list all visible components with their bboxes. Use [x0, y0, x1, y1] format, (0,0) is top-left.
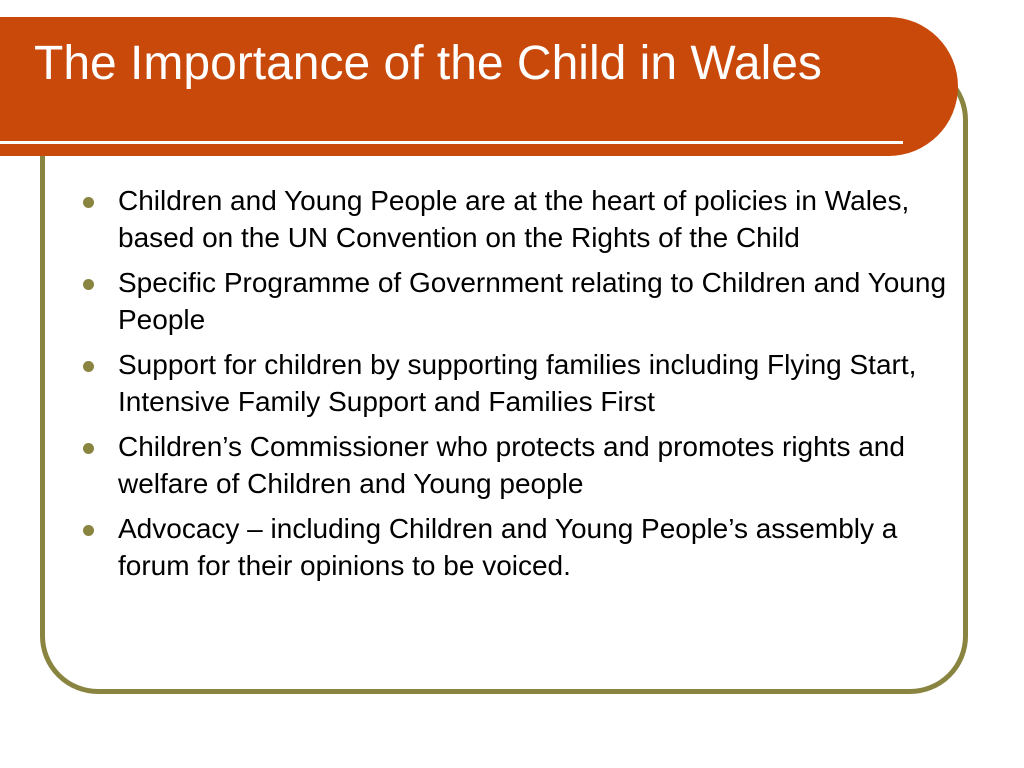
bullet-dot-icon	[83, 443, 94, 454]
title-band	[0, 17, 958, 156]
bullet-item	[80, 347, 960, 420]
bullet-list	[80, 183, 960, 593]
bullet-item	[80, 183, 960, 256]
bullet-item	[80, 429, 960, 502]
bullet-dot-icon	[83, 361, 94, 372]
bullet-dot-icon	[83, 197, 94, 208]
bullet-text: Advocacy – including Children and Young People’s assembly a forum for their opinions to be voiced.	[118, 513, 898, 581]
bullet-item	[80, 265, 960, 338]
bullet-text: Children’s Commissioner who protects and promotes rights and welfare of Children and Young people	[118, 431, 905, 499]
bullet-text: Children and Young People are at the heart of policies in Wales, based on the UN Convention on the Rights of the Child	[118, 185, 910, 253]
slide-title: The Importance of the Child in Wales	[34, 37, 822, 90]
bullet-dot-icon	[83, 279, 94, 290]
bullet-text: Support for children by supporting families including Flying Start, Intensive Family Support and Families First	[118, 349, 917, 417]
bullet-text: Specific Programme of Government relating to Children and Young People	[118, 267, 947, 335]
bullet-dot-icon	[83, 525, 94, 536]
title-underline	[0, 141, 903, 144]
bullet-item	[80, 511, 960, 584]
